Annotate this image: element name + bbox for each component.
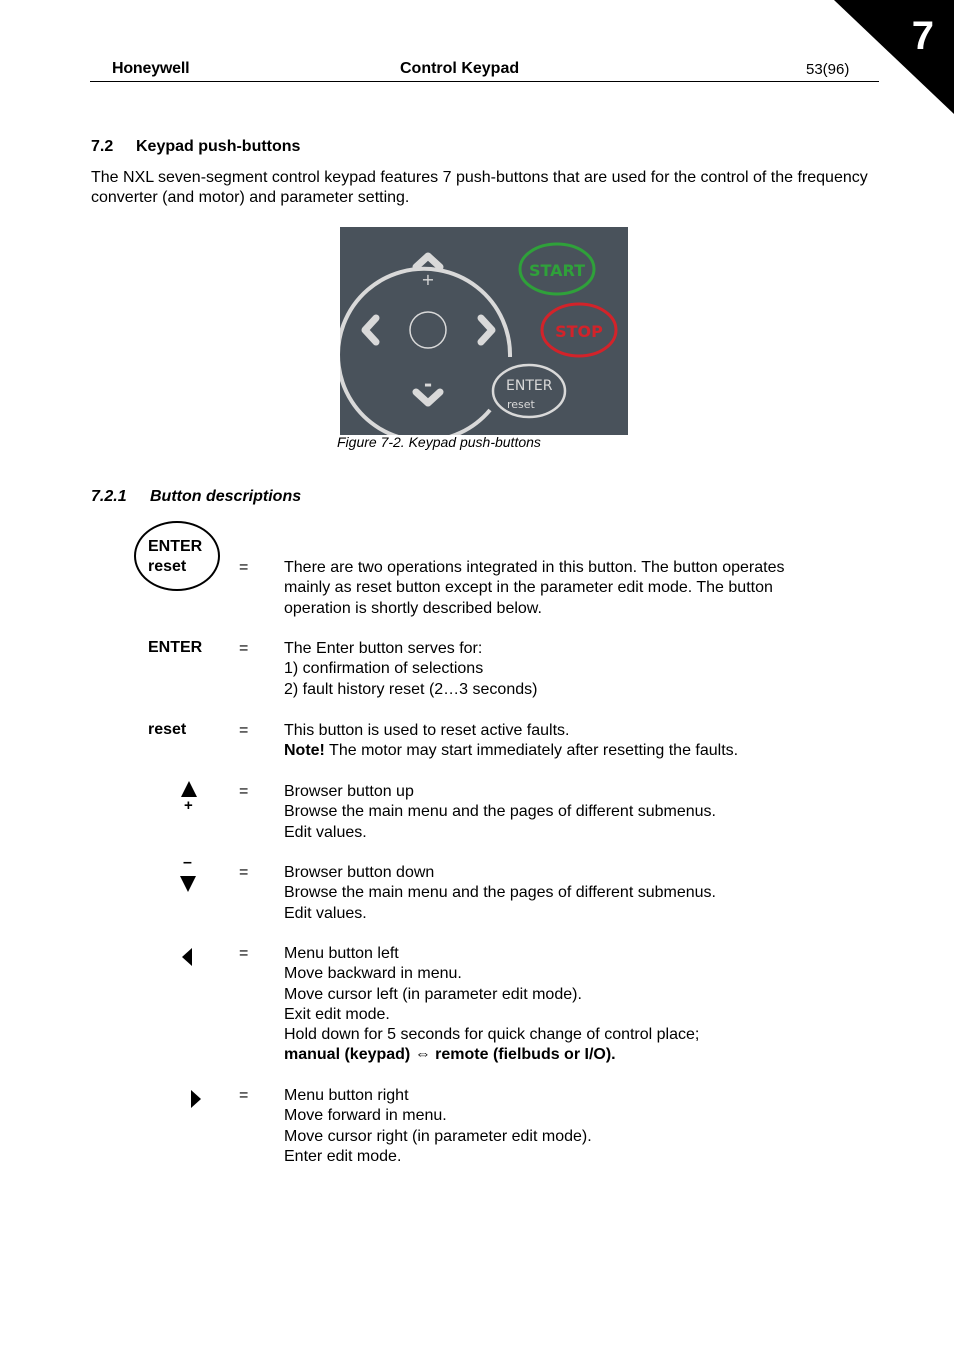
keypad-figure: [340, 227, 628, 435]
equals-sign: =: [239, 783, 249, 800]
brand-logo: Honeywell: [112, 60, 190, 77]
chapter-corner: [834, 0, 954, 114]
description-line: Move cursor right (in parameter edit mode).: [284, 1127, 592, 1145]
note-label: Note!: [284, 742, 325, 760]
equals-sign: =: [239, 864, 249, 881]
note-text: The motor may start immediately after resetting the faults.: [324, 742, 739, 760]
enter-reset-description: [284, 558, 884, 619]
left-description: [284, 944, 884, 1066]
plus-symbol: +: [184, 797, 193, 814]
description-line: The Enter button serves for:: [284, 640, 483, 657]
start-label: START: [528, 261, 586, 280]
description-line: Move forward in menu.: [284, 1107, 447, 1125]
description-line-bold: manual (keypad) ⇔ remote (fielbuds or I/O).: [284, 1046, 616, 1064]
description-line: 1) confirmation of selections: [284, 660, 484, 678]
enter-description: [284, 639, 884, 700]
section-number: 7.2: [91, 138, 114, 155]
description-line: Menu button right: [284, 1087, 409, 1104]
equals-sign: =: [239, 640, 249, 657]
section-intro: The NXL seven-segment control keypad features 7 push-buttons that are used for the control of the frequency converter (and motor) and parameter setting.: [91, 169, 868, 206]
description-line: Browse the main menu and the pages of different submenus.: [284, 803, 716, 821]
description-line: This button is used to reset active faults.: [284, 722, 570, 739]
description-line: [284, 741, 884, 761]
description-line: mainly as reset button except in the parameter edit mode. The button: [284, 579, 773, 597]
reset-description: [284, 721, 884, 762]
equals-sign: =: [239, 722, 249, 739]
left-triangle-icon: [182, 948, 192, 966]
description-line: 2) fault history reset (2…3 seconds): [284, 680, 538, 698]
description-line: Browse the main menu and the pages of different submenus.: [284, 884, 716, 902]
description-line: Enter edit mode.: [284, 1147, 402, 1165]
up-description: [284, 782, 884, 843]
plus-sign: +: [421, 270, 435, 289]
enter-reset-symbol-line2: reset: [148, 558, 187, 575]
enter-label: ENTER: [506, 378, 553, 394]
description-line: Edit values.: [284, 904, 367, 922]
description-line: Browser button down: [284, 864, 435, 881]
page-number: 53(96): [806, 61, 850, 78]
minus-sign: -: [423, 372, 433, 396]
equals-sign: =: [239, 945, 249, 962]
description-line: There are two operations integrated in this button. The button operates: [284, 559, 785, 576]
stop-label: STOP: [555, 322, 603, 341]
figure-caption: Figure 7-2. Keypad push-buttons: [337, 434, 541, 450]
enter-reset-symbol-text: [148, 537, 202, 577]
description-line: Exit edit mode.: [284, 1005, 390, 1023]
subsection-number: 7.2.1: [91, 488, 127, 505]
description-line: Hold down for 5 seconds for quick change of control place;: [284, 1026, 700, 1044]
up-triangle-icon: [181, 781, 197, 797]
description-line: Browser button up: [284, 783, 414, 800]
subsection-title: Button descriptions: [150, 488, 302, 505]
subsection-heading: [91, 488, 301, 506]
enter-reset-symbol-line1: ENTER: [148, 538, 203, 555]
down-triangle-icon: [180, 876, 196, 892]
header-title: Control Keypad: [400, 60, 520, 77]
right-triangle-icon: [191, 1090, 201, 1108]
description-line: Move backward in menu.: [284, 965, 462, 983]
right-description: [284, 1086, 884, 1167]
description-line: operation is shortly described below.: [284, 599, 542, 617]
equals-sign: =: [239, 559, 249, 576]
reset-term: reset: [148, 721, 187, 738]
description-line: Edit values.: [284, 823, 367, 841]
section-title: Keypad push-buttons: [136, 138, 301, 155]
minus-symbol: –: [183, 854, 192, 871]
down-description: [284, 863, 884, 924]
description-line: Move cursor left (in parameter edit mode).: [284, 985, 582, 1003]
reset-label: reset: [507, 398, 535, 411]
section-heading: [91, 138, 300, 156]
description-line: Menu button left: [284, 945, 399, 962]
equals-sign: =: [239, 1087, 249, 1104]
enter-term: ENTER: [148, 639, 203, 656]
chapter-number: 7: [911, 14, 934, 58]
header-rule: [90, 81, 879, 82]
